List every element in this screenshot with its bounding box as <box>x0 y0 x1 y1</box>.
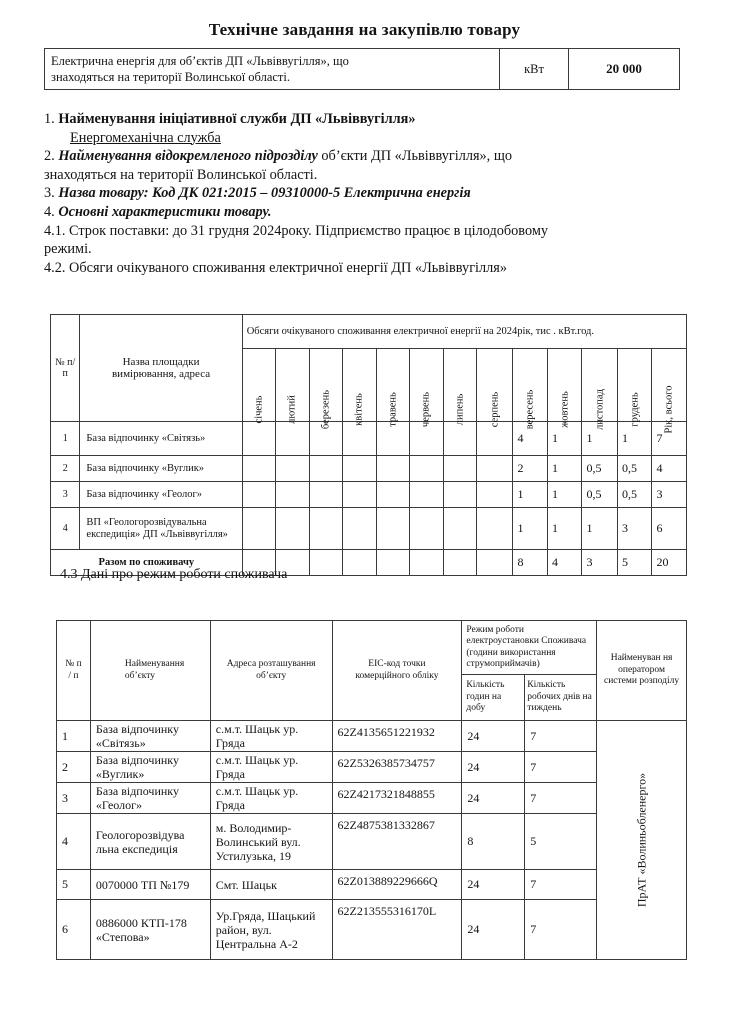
hours-per-day: 8 <box>462 814 525 870</box>
total-label: Разом по споживачу <box>51 550 243 576</box>
month-header: січень <box>242 349 275 422</box>
month-header: травень <box>376 349 409 422</box>
operator-name: ПрАТ «Волиньобленерго» <box>634 772 649 908</box>
section-3: 3. Назва товару: Код ДК 021:2015 – 09310000-5 Електрична енергія <box>44 185 471 202</box>
section-4-1: 4.1. Строк поставки: до 31 грудня 2024року. Підприємство працює в цілодобовому <box>44 222 549 239</box>
month-header: серпень <box>476 349 513 422</box>
monthly-value <box>376 456 409 482</box>
row-number: 3 <box>57 783 91 814</box>
object-address: Ур.Гряда, Шацький район, вул. Центральна А-2 <box>210 900 332 960</box>
row-number: 4 <box>51 508 80 550</box>
month-header: грудень <box>617 349 651 422</box>
month-header: вересень <box>513 349 547 422</box>
monthly-value <box>276 422 309 456</box>
eic-code: 62Z4875381332867 <box>332 814 462 870</box>
monthly-value: 2 <box>513 456 547 482</box>
consumption-header-no: № п/ п <box>51 315 80 422</box>
product-summary-table <box>44 48 680 90</box>
monthly-value <box>242 482 275 508</box>
month-header: червень <box>410 349 443 422</box>
row-number: 1 <box>57 721 91 752</box>
total-value: 5 <box>617 550 651 576</box>
mode-header-address: Адреса розташування об’єкту <box>210 621 332 721</box>
monthly-value <box>443 456 476 482</box>
monthly-value: 0,5 <box>617 482 651 508</box>
hours-per-day: 24 <box>462 870 525 900</box>
product-quantity-cell: 20 000 <box>569 49 680 90</box>
object-address: м. Володимир-Волинський вул. Устилузька, 19 <box>210 814 332 870</box>
days-per-week: 7 <box>525 752 597 783</box>
monthly-value <box>242 508 275 550</box>
monthly-value <box>309 508 342 550</box>
mode-header-days: Кількість робочих днів на тиждень <box>525 675 597 721</box>
row-number: 2 <box>57 752 91 783</box>
row-number: 5 <box>57 870 91 900</box>
row-number: 3 <box>51 482 80 508</box>
monthly-value: 6 <box>652 508 687 550</box>
days-per-week: 7 <box>525 721 597 752</box>
section-4-2: 4.2. Обсяги очікуваного споживання електричної енергії ДП «Львіввугілля» <box>44 259 508 276</box>
row-number: 2 <box>51 456 80 482</box>
hours-per-day: 24 <box>462 900 525 960</box>
consumption-body <box>51 422 687 550</box>
monthly-value: 1 <box>617 422 651 456</box>
monthly-value <box>376 482 409 508</box>
section-2-cont: знаходяться на території Волинської області. <box>44 166 318 183</box>
eic-code: 62Z5326385734757 <box>332 752 462 783</box>
mode-body <box>57 721 687 960</box>
monthly-value: 1 <box>513 508 547 550</box>
consumption-header-group: Обсяги очікуваного споживання електричної енергії на 2024рік, тис . кВт.год. <box>242 315 686 349</box>
month-header: листопад <box>582 349 618 422</box>
object-name: База відпочинку «Світязь» <box>90 721 210 752</box>
object-address: Смт. Шацьк <box>210 870 332 900</box>
monthly-value <box>410 456 443 482</box>
operating-mode-table <box>56 620 687 960</box>
section-4-1-cont: режимі. <box>44 241 92 258</box>
operator-cell <box>597 721 687 960</box>
object-name: База відпочинку «Геолог» <box>90 783 210 814</box>
section-1: 1. Найменування ініціативної служби ДП «Львіввугілля» <box>44 111 416 127</box>
monthly-value <box>343 456 376 482</box>
monthly-value <box>443 422 476 456</box>
month-header: лютий <box>276 349 309 422</box>
monthly-value: 1 <box>513 482 547 508</box>
monthly-value <box>343 508 376 550</box>
mode-header-eic: ЕІС-код точки комерційного обліку <box>332 621 462 721</box>
monthly-value: 1 <box>547 422 581 456</box>
total-value <box>476 550 513 576</box>
section-4-3: 4.3 Дані про режим роботи споживача <box>60 567 288 582</box>
mode-header-name: Найменування об’єкту <box>90 621 210 721</box>
monthly-value <box>276 456 309 482</box>
month-header: липень <box>443 349 476 422</box>
consumption-row <box>51 456 687 482</box>
days-per-week: 5 <box>525 814 597 870</box>
monthly-value: 7 <box>652 422 687 456</box>
section-4: 4. Основні характеристики товару. <box>44 203 272 220</box>
object-name: 0886000 КТП-178 «Степова» <box>90 900 210 960</box>
days-per-week: 7 <box>525 900 597 960</box>
row-number: 4 <box>57 814 91 870</box>
eic-code: 62Z4217321848855 <box>332 783 462 814</box>
mode-row <box>57 870 687 900</box>
row-number: 6 <box>57 900 91 960</box>
mode-header-no: № п / п <box>57 621 91 721</box>
product-unit-cell: кВт <box>500 49 569 90</box>
site-name: База відпочинку «Геолог» <box>80 482 242 508</box>
monthly-value: 1 <box>547 482 581 508</box>
total-value <box>410 550 443 576</box>
monthly-value: 1 <box>547 508 581 550</box>
monthly-value <box>410 482 443 508</box>
object-address: с.м.т. Шацьк ур. Гряда <box>210 721 332 752</box>
mode-row <box>57 814 687 870</box>
total-value: 3 <box>582 550 618 576</box>
monthly-value <box>476 482 513 508</box>
monthly-value <box>343 482 376 508</box>
section-1-value: Енергомеханічна служба <box>70 129 221 146</box>
hours-per-day: 24 <box>462 721 525 752</box>
days-per-week: 7 <box>525 783 597 814</box>
month-header: квітень <box>343 349 376 422</box>
section-2: 2. Найменування відокремленого підрозділу об’єкти ДП «Львіввугілля», що <box>44 148 512 165</box>
monthly-value <box>276 482 309 508</box>
monthly-value <box>476 456 513 482</box>
numbered-sections <box>44 110 664 277</box>
eic-code: 62Z213555316170L <box>332 900 462 960</box>
mode-row <box>57 721 687 752</box>
mode-row <box>57 900 687 960</box>
product-name-cell: Електрична енергія для об’єктів ДП «Львіввугілля», що знаходяться на території Волинської області. <box>45 49 500 90</box>
site-name: База відпочинку «Світязь» <box>80 422 242 456</box>
monthly-value <box>242 422 275 456</box>
monthly-value: 1 <box>582 422 618 456</box>
total-value <box>309 550 342 576</box>
monthly-value: 1 <box>547 456 581 482</box>
total-value <box>343 550 376 576</box>
mode-row <box>57 752 687 783</box>
month-header: березень <box>309 349 342 422</box>
site-name: ВП «Геологорозвідувальна експедиція» ДП «Львіввугілля» <box>80 508 242 550</box>
total-value: 8 <box>513 550 547 576</box>
monthly-value: 0,5 <box>617 456 651 482</box>
eic-code: 62Z013889229666Q <box>332 870 462 900</box>
monthly-value: 4 <box>513 422 547 456</box>
monthly-value <box>309 456 342 482</box>
object-name: Геологорозвідува льна експедиція <box>90 814 210 870</box>
total-value <box>443 550 476 576</box>
monthly-value <box>343 422 376 456</box>
month-header: жовтень <box>547 349 581 422</box>
total-value: 4 <box>547 550 581 576</box>
monthly-value: 0,5 <box>582 482 618 508</box>
mode-row <box>57 783 687 814</box>
monthly-value: 3 <box>617 508 651 550</box>
site-name: База відпочинку «Вуглик» <box>80 456 242 482</box>
monthly-value: 3 <box>652 482 687 508</box>
hours-per-day: 24 <box>462 783 525 814</box>
monthly-value: 0,5 <box>582 456 618 482</box>
consumption-row <box>51 422 687 456</box>
hours-per-day: 24 <box>462 752 525 783</box>
object-name: База відпочинку «Вуглик» <box>90 752 210 783</box>
consumption-table <box>50 314 687 576</box>
mode-header-operator: Найменуван ня оператором системи розподілу <box>597 621 687 721</box>
monthly-value: 4 <box>652 456 687 482</box>
mode-header-group: Режим роботи електроустановки Споживача (години використання струмоприймачів) <box>462 621 597 675</box>
mode-header-hours: Кількість годин на добу <box>462 675 525 721</box>
monthly-value <box>443 482 476 508</box>
monthly-value <box>242 456 275 482</box>
monthly-value <box>476 508 513 550</box>
object-address: с.м.т. Шацьк ур. Гряда <box>210 752 332 783</box>
consumption-header-name: Назва площадки вимірювання, адреса <box>80 315 242 422</box>
total-value <box>376 550 409 576</box>
object-address: с.м.т. Шацьк ур. Гряда <box>210 783 332 814</box>
eic-code: 62Z4135651221932 <box>332 721 462 752</box>
object-name: 0070000 ТП №179 <box>90 870 210 900</box>
consumption-row <box>51 508 687 550</box>
monthly-value: 1 <box>582 508 618 550</box>
document-title: Технічне завдання на закупівлю товару <box>208 20 521 39</box>
monthly-value <box>376 508 409 550</box>
monthly-value <box>443 508 476 550</box>
consumption-row <box>51 482 687 508</box>
month-header: Рік, всього <box>652 349 687 422</box>
row-number: 1 <box>51 422 80 456</box>
total-value: 20 <box>652 550 687 576</box>
monthly-value <box>309 482 342 508</box>
monthly-value <box>276 508 309 550</box>
days-per-week: 7 <box>525 870 597 900</box>
monthly-value <box>410 508 443 550</box>
